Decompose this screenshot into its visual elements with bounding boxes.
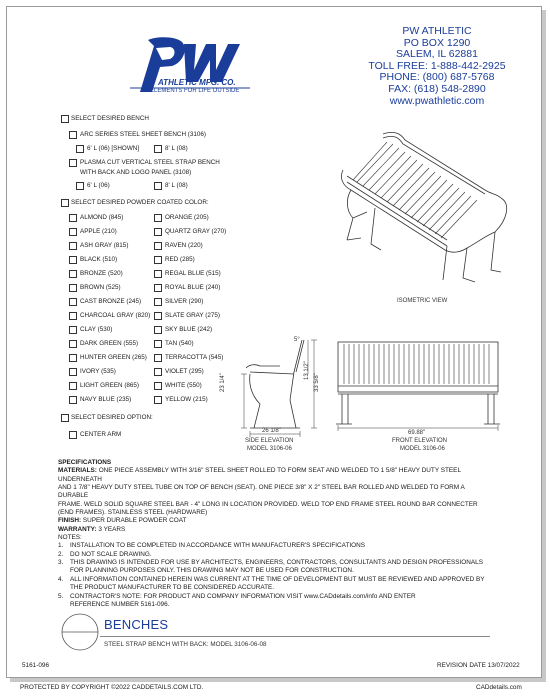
- color-label: ALMOND (845): [80, 214, 124, 221]
- page-title: BENCHES: [104, 617, 169, 632]
- color-checkbox-right-5[interactable]: [154, 284, 162, 292]
- note-number: 4.: [58, 575, 64, 583]
- color-checkbox-right-10[interactable]: [154, 354, 162, 362]
- color-label: SILVER (290): [165, 298, 204, 305]
- option-heading: SELECT DESIRED OPTION:: [71, 414, 153, 421]
- note-number: 5.: [58, 592, 64, 600]
- side-angle-dim: 5°: [294, 337, 300, 343]
- color-checkbox-right-3[interactable]: [154, 256, 162, 264]
- option-heading-checkbox[interactable]: [61, 414, 69, 422]
- color-label: REGAL BLUE (515): [165, 270, 221, 277]
- arc-8ft-checkbox[interactable]: [154, 145, 162, 153]
- color-label: CLAY (530): [80, 326, 113, 333]
- title-rule: [100, 636, 490, 637]
- revision-date: REVISION DATE 13/07/2022: [437, 662, 520, 669]
- color-label: CAST BRONZE (245): [80, 298, 142, 305]
- color-checkbox-left-11[interactable]: [69, 368, 77, 376]
- caddetails-link[interactable]: CADdetails.com: [476, 684, 522, 691]
- note-item: [58, 542, 488, 550]
- materials-line-2: AND 1 7/8" HEAVY DUTY STEEL TUBE ON TOP OF BENCH (SEAT). ONE PIECE 3/8" X 2" STEEL BAR ROLLED AND WELDED TO FORM A DURABLE: [58, 484, 465, 500]
- note-item: [58, 593, 488, 610]
- center-arm-checkbox[interactable]: [69, 431, 77, 439]
- title-circle: [60, 612, 100, 652]
- bench-heading-checkbox[interactable]: [61, 115, 69, 123]
- note-line: INSTALLATION TO BE COMPLETED IN ACCORDANCE WITH MANUFACTURER'S SPECIFICATIONS: [70, 542, 365, 550]
- strap-8ft-checkbox[interactable]: [154, 182, 162, 190]
- note-item: [58, 551, 488, 559]
- note-line: REFERENCE NUMBER 5161-096.: [70, 600, 170, 608]
- arc-bench-label: ARC SERIES STEEL SHEET BENCH (3106): [80, 131, 206, 138]
- materials-line-1: ONE PIECE ASSEMBLY WITH 3/16" STEEL SHEET ROLLED TO FORM SEAT AND WELDED TO 1 5/8" HEAVY DUTY STEEL UNDERNEATH: [58, 467, 461, 483]
- note-line: FOR PLANNING PURPOSES ONLY. THIS DRAWING MAY NOT BE USED FOR CONSTRUCTION.: [70, 567, 354, 575]
- front-elevation-model: MODEL 3106-06: [400, 446, 445, 452]
- color-label: SLATE GRAY (275): [165, 312, 220, 319]
- notes-list: [58, 542, 488, 609]
- note-number: 1.: [58, 542, 64, 550]
- color-heading: SELECT DESIRED POWDER COATED COLOR:: [71, 199, 209, 206]
- color-label: HUNTER GREEN (265): [80, 354, 147, 361]
- color-checkbox-right-13[interactable]: [154, 396, 162, 404]
- page-subtitle: STEEL STRAP BENCH WITH BACK: MODEL 3106-06-08: [104, 641, 267, 648]
- color-checkbox-left-2[interactable]: [69, 242, 77, 250]
- company-address-1: PO BOX 1290: [403, 36, 471, 49]
- note-line: THIS DRAWING IS INTENDED FOR USE BY ARCHITECTS, ENGINEERS, CONTRACTORS, CONSULTANTS AND DESIGN PROFESSIONALS: [70, 559, 483, 567]
- color-label: RED (285): [165, 256, 195, 263]
- color-checkbox-left-8[interactable]: [69, 326, 77, 334]
- color-label: BLACK (510): [80, 256, 118, 263]
- arc-6ft-checkbox[interactable]: [76, 145, 84, 153]
- color-checkbox-left-13[interactable]: [69, 396, 77, 404]
- color-checkbox-right-12[interactable]: [154, 382, 162, 390]
- warranty-label: WARRANTY:: [58, 525, 97, 533]
- materials-line-4: (END FRAMES). STAINLESS STEEL (HARDWARE): [58, 509, 208, 517]
- center-arm-label: CENTER ARM: [80, 431, 122, 438]
- strap-bench-label: PLASMA CUT VERTICAL STEEL STRAP BENCH: [80, 159, 220, 166]
- company-name: PW ATHLETIC: [402, 25, 472, 37]
- copyright-text: PROTECTED BY COPYRIGHT ©2022 CADDETAILS.COM LTD.: [20, 684, 204, 691]
- color-checkbox-right-8[interactable]: [154, 326, 162, 334]
- company-phone: PHONE: (800) 687-5768: [379, 71, 495, 84]
- color-checkbox-left-7[interactable]: [69, 312, 77, 320]
- bench-heading: SELECT DESIRED BENCH: [71, 115, 149, 122]
- side-elevation-label: SIDE ELEVATION: [245, 438, 294, 444]
- color-checkbox-left-4[interactable]: [69, 270, 77, 278]
- color-label: BROWN (525): [80, 284, 121, 291]
- color-checkbox-left-5[interactable]: [69, 284, 77, 292]
- note-line: DO NOT SCALE DRAWING.: [70, 550, 152, 558]
- color-label: ASH GRAY (815): [80, 242, 129, 249]
- company-fax: FAX: (618) 548-2890: [388, 82, 486, 95]
- color-label: TAN (540): [165, 340, 194, 347]
- color-checkbox-right-7[interactable]: [154, 312, 162, 320]
- company-address-2: SALEM, IL 62881: [396, 48, 478, 61]
- color-label: ORANGE (205): [165, 214, 209, 221]
- logo-tagline: ELEMENTS FOR LIFE OUTSIDE: [150, 88, 240, 94]
- color-label: BRONZE (520): [80, 270, 123, 277]
- side-seat-height-dim: 23 1/4": [220, 373, 226, 392]
- notes-label: NOTES:: [58, 534, 82, 542]
- strap-8ft-label: 8' L (08): [165, 182, 188, 189]
- color-checkbox-left-6[interactable]: [69, 298, 77, 306]
- color-checkbox-right-11[interactable]: [154, 368, 162, 376]
- note-item: [58, 559, 488, 576]
- note-line: ALL INFORMATION CONTAINED HEREIN WAS CURRENT AT THE TIME OF DEVELOPMENT BUT MUST BE REVIEWED AND APPROVED BY: [70, 575, 485, 583]
- strap-bench-checkbox[interactable]: [69, 159, 77, 167]
- finish-value: SUPER DURABLE POWDER COAT: [81, 517, 187, 525]
- company-info: [362, 26, 512, 107]
- note-line: THE PRODUCT MANUFACTURER TO BE CONSIDERED ACCURATE.: [70, 584, 275, 592]
- color-label: NAVY BLUE (235): [80, 396, 132, 403]
- front-elevation-drawing: [330, 338, 505, 433]
- note-item: [58, 576, 488, 593]
- color-checkbox-left-3[interactable]: [69, 256, 77, 264]
- arc-bench-checkbox[interactable]: [69, 131, 77, 139]
- spec-heading: SPECIFICATIONS: [58, 459, 112, 466]
- strap-6ft-label: 6' L (06): [87, 182, 110, 189]
- color-label: QUARTZ GRAY (270): [165, 228, 227, 235]
- color-checkbox-left-9[interactable]: [69, 340, 77, 348]
- strap-bench-label-2: WITH BACK AND LOGO PANEL (3108): [80, 169, 192, 176]
- color-label: CHARCOAL GRAY (820): [80, 312, 151, 319]
- specifications-block: [58, 459, 488, 609]
- color-checkbox-left-12[interactable]: [69, 382, 77, 390]
- color-checkbox-right-0[interactable]: [154, 214, 162, 222]
- finish-label: FINISH:: [58, 517, 82, 525]
- logo-text: ATHLETIC MFG. CO.: [158, 78, 236, 87]
- color-label: APPLE (210): [80, 228, 117, 235]
- materials-line-3: FRAME. WELD SOLID SQUARE STEEL BAR - 4" LONG IN LOCATION PROVIDED. WELD TOP END FRAME STEEL ROUND BAR CONNECTER: [58, 500, 478, 508]
- color-label: WHITE (550): [165, 382, 202, 389]
- reference-number: 5161-096: [22, 662, 50, 669]
- side-back-height-dim: 13 1/2": [304, 361, 310, 380]
- side-total-height-dim: 33 5/8": [314, 373, 320, 392]
- warranty-value: 3 YEARS: [96, 525, 126, 533]
- note-number: 3.: [58, 559, 64, 567]
- color-label: SKY BLUE (242): [165, 326, 213, 333]
- color-checkbox-left-10[interactable]: [69, 354, 77, 362]
- note-number: 2.: [58, 550, 64, 558]
- color-checkbox-right-2[interactable]: [154, 242, 162, 250]
- color-label: ROYAL BLUE (240): [165, 284, 221, 291]
- color-label: TERRACOTTA (545): [165, 354, 224, 361]
- color-label: LIGHT GREEN (865): [80, 382, 140, 389]
- color-checkbox-right-9[interactable]: [154, 340, 162, 348]
- color-label: YELLOW (215): [165, 396, 208, 403]
- color-label: DARK GREEN (555): [80, 340, 139, 347]
- strap-6ft-checkbox[interactable]: [76, 182, 84, 190]
- side-depth-dim: 26 1/8": [262, 428, 281, 434]
- front-width-dim: 69.88": [408, 430, 426, 436]
- isometric-view-label: ISOMETRIC VIEW: [397, 298, 448, 304]
- color-heading-checkbox[interactable]: [61, 199, 69, 207]
- color-label: RAVEN (220): [165, 242, 203, 249]
- color-checkbox-left-1[interactable]: [69, 228, 77, 236]
- color-checkbox-left-0[interactable]: [69, 214, 77, 222]
- isometric-view-drawing: [335, 120, 535, 295]
- color-label: IVORY (535): [80, 368, 116, 375]
- color-checkbox-right-1[interactable]: [154, 228, 162, 236]
- company-website[interactable]: www.pwathletic.com: [389, 94, 485, 107]
- arc-8ft-label: 8' L (08): [165, 145, 188, 152]
- color-checkbox-right-4[interactable]: [154, 270, 162, 278]
- color-checkbox-right-6[interactable]: [154, 298, 162, 306]
- materials-label: MATERIALS:: [58, 467, 97, 475]
- side-elevation-model: MODEL 3106-06: [247, 446, 292, 452]
- color-label: VIOLET (295): [165, 368, 204, 375]
- arc-6ft-label: 6' L (06) [SHOWN]: [87, 145, 140, 152]
- company-tollfree: TOLL FREE: 1-888-442-2925: [368, 59, 506, 72]
- note-line: CONTRACTOR'S NOTE: FOR PRODUCT AND COMPANY INFORMATION VISIT www.CADdetails.com/info AND ENTER: [70, 592, 416, 600]
- front-elevation-label: FRONT ELEVATION: [392, 438, 448, 444]
